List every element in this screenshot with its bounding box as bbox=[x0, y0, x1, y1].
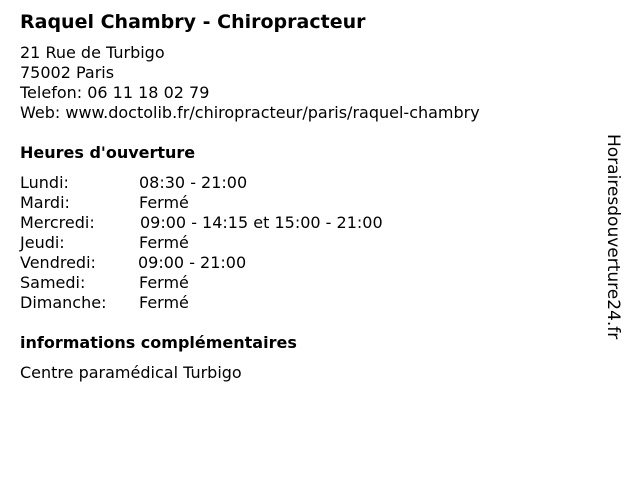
time-value: 09:00 - 21:00 bbox=[138, 253, 247, 272]
day-label: Jeudi: bbox=[20, 233, 65, 252]
hours-row-saturday bbox=[20, 273, 600, 293]
hours-row-tuesday bbox=[20, 193, 600, 213]
info-text: Centre paramédical Turbigo bbox=[20, 363, 242, 382]
business-name: Raquel Chambry - Chiropracteur bbox=[20, 11, 366, 33]
day-label: Samedi: bbox=[20, 273, 86, 292]
day-label: Dimanche: bbox=[20, 293, 107, 312]
phone-number: Telefon: 06 11 18 02 79 bbox=[20, 83, 210, 102]
info-heading: informations complémentaires bbox=[20, 333, 297, 352]
time-value: Fermé bbox=[139, 273, 189, 292]
day-label: Vendredi: bbox=[20, 253, 96, 272]
time-value: Fermé bbox=[139, 293, 189, 312]
address-block bbox=[20, 43, 600, 123]
time-value: Fermé bbox=[139, 193, 189, 212]
city-address: 75002 Paris bbox=[20, 63, 115, 82]
day-label: Mercredi: bbox=[20, 213, 95, 232]
hours-row-monday bbox=[20, 173, 600, 193]
hours-row-friday bbox=[20, 253, 600, 273]
hours-heading: Heures d'ouverture bbox=[20, 143, 196, 162]
hours-row-sunday bbox=[20, 293, 600, 313]
day-label: Lundi: bbox=[20, 173, 69, 192]
hours-row-wednesday bbox=[20, 213, 600, 233]
website-link[interactable]: Web: www.doctolib.fr/chiropracteur/paris/raquel-chambry bbox=[20, 103, 480, 122]
street-address: 21 Rue de Turbigo bbox=[20, 43, 165, 62]
site-watermark: Horairesdouverture24.fr bbox=[603, 134, 623, 340]
hours-table bbox=[20, 173, 600, 313]
hours-row-thursday bbox=[20, 233, 600, 253]
time-value: Fermé bbox=[139, 233, 189, 252]
business-card bbox=[20, 10, 600, 383]
time-value: 08:30 - 21:00 bbox=[139, 173, 248, 192]
time-value: 09:00 - 14:15 et 15:00 - 21:00 bbox=[140, 213, 383, 232]
day-label: Mardi: bbox=[20, 193, 70, 212]
